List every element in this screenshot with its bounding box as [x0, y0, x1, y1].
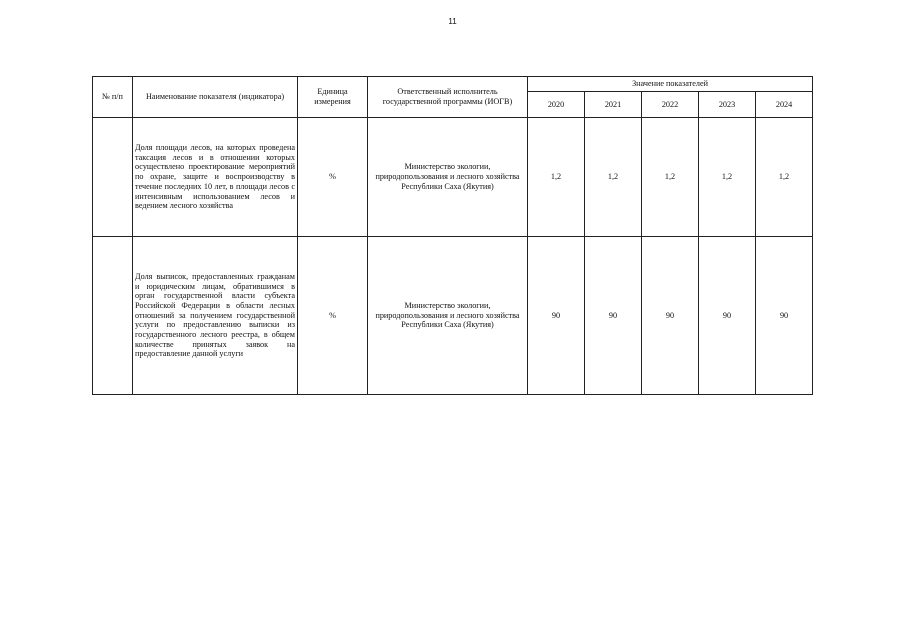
table-row: [93, 237, 813, 395]
page-number: 11: [448, 17, 457, 26]
row-num: [93, 237, 133, 395]
header-year: 2020: [528, 92, 585, 118]
indicators-table: [92, 76, 813, 395]
indicator-value: 90: [756, 237, 813, 395]
header-name: Наименование показателя (индикатора): [133, 77, 298, 118]
table-row: [93, 118, 813, 237]
indicator-unit: %: [298, 118, 368, 237]
indicator-value: 1,2: [642, 118, 699, 237]
header-year: 2023: [699, 92, 756, 118]
indicator-value: 90: [528, 237, 585, 395]
header-num: № п/п: [93, 77, 133, 118]
header-year: 2022: [642, 92, 699, 118]
indicator-value: 1,2: [756, 118, 813, 237]
indicator-value: 1,2: [699, 118, 756, 237]
indicator-value: 1,2: [585, 118, 642, 237]
indicator-executor: Министерство экологии, природопользования и лесного хозяйства Республики Саха (Якутия): [368, 237, 528, 395]
header-executor: Ответственный исполнитель государственной программы (ИОГВ): [368, 77, 528, 118]
header-values-group: Значение показателей: [528, 77, 813, 92]
header-row: [93, 77, 813, 92]
indicator-name: Доля площади лесов, на которых проведена таксация лесов и в отношении которых осуществлено проектирование мероприятий по охране, защите и воспроизводству в течение последних 10 лет, в площади лесов с интенсивным использованием лесов и ведением лесного хозяйства: [133, 118, 298, 237]
indicator-name: Доля выписок, предоставленных гражданам и юридическим лицам, обратившимся в орган государственной власти субъекта Российской Федерации в области лесных отношений за получением государственной услуги по предоставлению выписки из государственного лесного реестра, в общем количестве принятых заявок на предоставление данной услуги: [133, 237, 298, 395]
indicator-value: 90: [585, 237, 642, 395]
indicator-value: 90: [699, 237, 756, 395]
header-unit: Единица измерения: [298, 77, 368, 118]
indicator-value: 1,2: [528, 118, 585, 237]
header-year: 2024: [756, 92, 813, 118]
indicator-executor: Министерство экологии, природопользования и лесного хозяйства Республики Саха (Якутия): [368, 118, 528, 237]
row-num: [93, 118, 133, 237]
indicator-value: 90: [642, 237, 699, 395]
indicator-unit: %: [298, 237, 368, 395]
header-year: 2021: [585, 92, 642, 118]
